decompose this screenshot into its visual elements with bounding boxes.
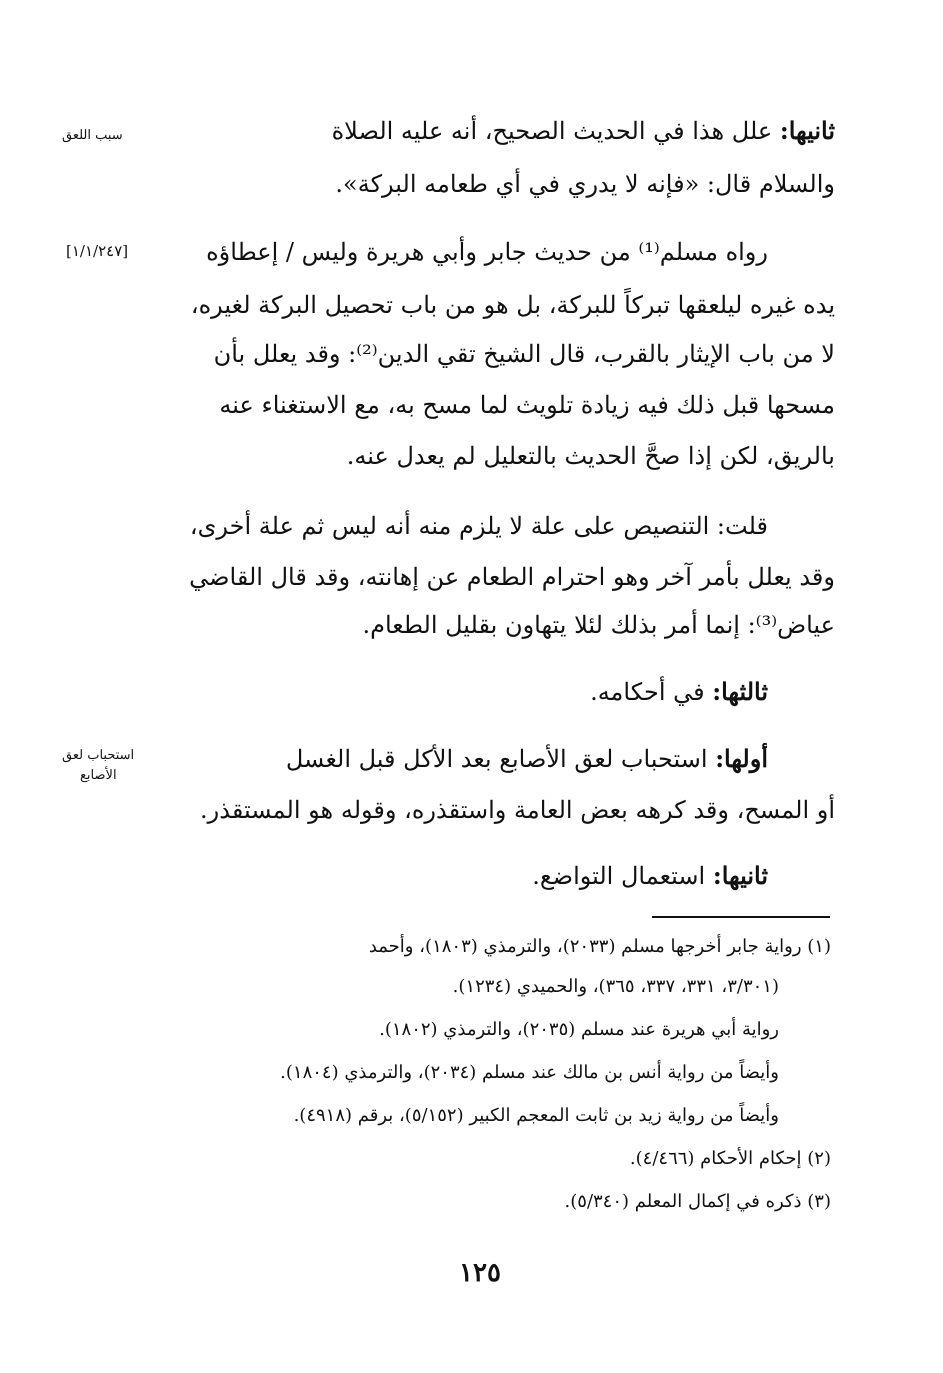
paragraph-2-line-1: رواه مسلم⁽¹⁾ من حديث جابر وأبي هريرة وليس / إعطاؤه <box>206 238 768 266</box>
paragraph-4-line <box>590 676 768 708</box>
paragraph-2-line-2: يده غيره ليلعقها تبركاً للبركة، بل هو من باب تحصيل البركة لغيره، <box>190 291 835 319</box>
margin-reference: [١/١/٢٤٧] <box>66 242 129 260</box>
paragraph-1-text: علل هذا في الحديث الصحيح، أنه عليه الصلاة <box>331 117 780 145</box>
paragraph-5-line-1 <box>286 743 768 775</box>
page-number: ١٢٥ <box>459 1258 501 1288</box>
paragraph-1-label: ثانيها: <box>779 116 835 145</box>
paragraph-2-line-3: لا من باب الإيثار بالقرب، قال الشيخ تقي الدين⁽²⁾: وقد يعلل بأن <box>213 340 835 368</box>
paragraph-4-text: في أحكامه. <box>590 678 713 706</box>
paragraph-1-line-1 <box>332 115 835 147</box>
paragraph-5-label: أولها: <box>715 744 768 773</box>
margin-note-lower-2: الأصابع <box>80 768 117 783</box>
paragraph-6-line <box>532 860 768 892</box>
margin-note-lower-1: استحباب لعق <box>62 748 135 763</box>
paragraph-2-line-5: بالريق، لكن إذا صحَّ الحديث بالتعليل لم يعدل عنه. <box>346 442 835 470</box>
paragraph-6-label: ثانيها: <box>712 861 768 890</box>
paragraph-3-line-3: عياض⁽³⁾: إنما أمر بذلك لئلا يتهاون بقليل الطعام. <box>362 611 835 639</box>
footnote-3: (٣) ذكره في إكمال المعلم (٥/٣٤٠). <box>564 1191 831 1212</box>
footnote-2: (٢) إحكام الأحكام (٤/٤٦٦). <box>629 1148 831 1169</box>
paragraph-3-line-2: وقد يعلل بأمر آخر وهو احترام الطعام عن إهانته، وقد قال القاضي <box>189 563 835 591</box>
footnote-1-line-1: (١) رواية جابر أخرجها مسلم (٢٠٣٣)، والترمذي (١٨٠٣)، وأحمد <box>368 936 831 957</box>
footnote-1-line-3: رواية أبي هريرة عند مسلم (٢٠٣٥)، والترمذي (١٨٠٢). <box>379 1019 779 1040</box>
footnote-separator <box>652 916 830 918</box>
footnote-1-line-4: وأيضاً من رواية أنس بن مالك عند مسلم (٢٠٣٤)، والترمذي (١٨٠٤). <box>280 1062 779 1083</box>
paragraph-6-text: استعمال التواضع. <box>532 862 713 890</box>
paragraph-2-line-4: مسحها قبل ذلك فيه زيادة تلويث لما مسح به، مع الاستغناء عنه <box>219 391 835 419</box>
paragraph-1-line-2: والسلام قال: «فإنه لا يدري في أي طعامه البركة». <box>335 170 835 198</box>
footnote-1-line-2: (٣/٣٠١، ٣٣١، ٣٣٧، ٣٦٥)، والحميدي (١٢٣٤). <box>452 976 779 997</box>
paragraph-5-text: استحباب لعق الأصابع بعد الأكل قبل الغسل <box>285 745 716 773</box>
paragraph-4-label: ثالثها: <box>712 677 768 706</box>
paragraph-5-line-2: أو المسح، وقد كرهه بعض العامة واستقذره، وقوله هو المستقذر. <box>200 796 835 824</box>
margin-note-top: سبب اللعق <box>62 128 123 143</box>
footnote-1-line-5: وأيضاً من رواية زيد بن ثابت المعجم الكبير (٥/١٥٢)، برقم (٤٩١٨). <box>293 1105 779 1126</box>
paragraph-3-line-1: قلت: التنصيص على علة لا يلزم منه أنه ليس ثم علة أخرى، <box>189 512 768 540</box>
